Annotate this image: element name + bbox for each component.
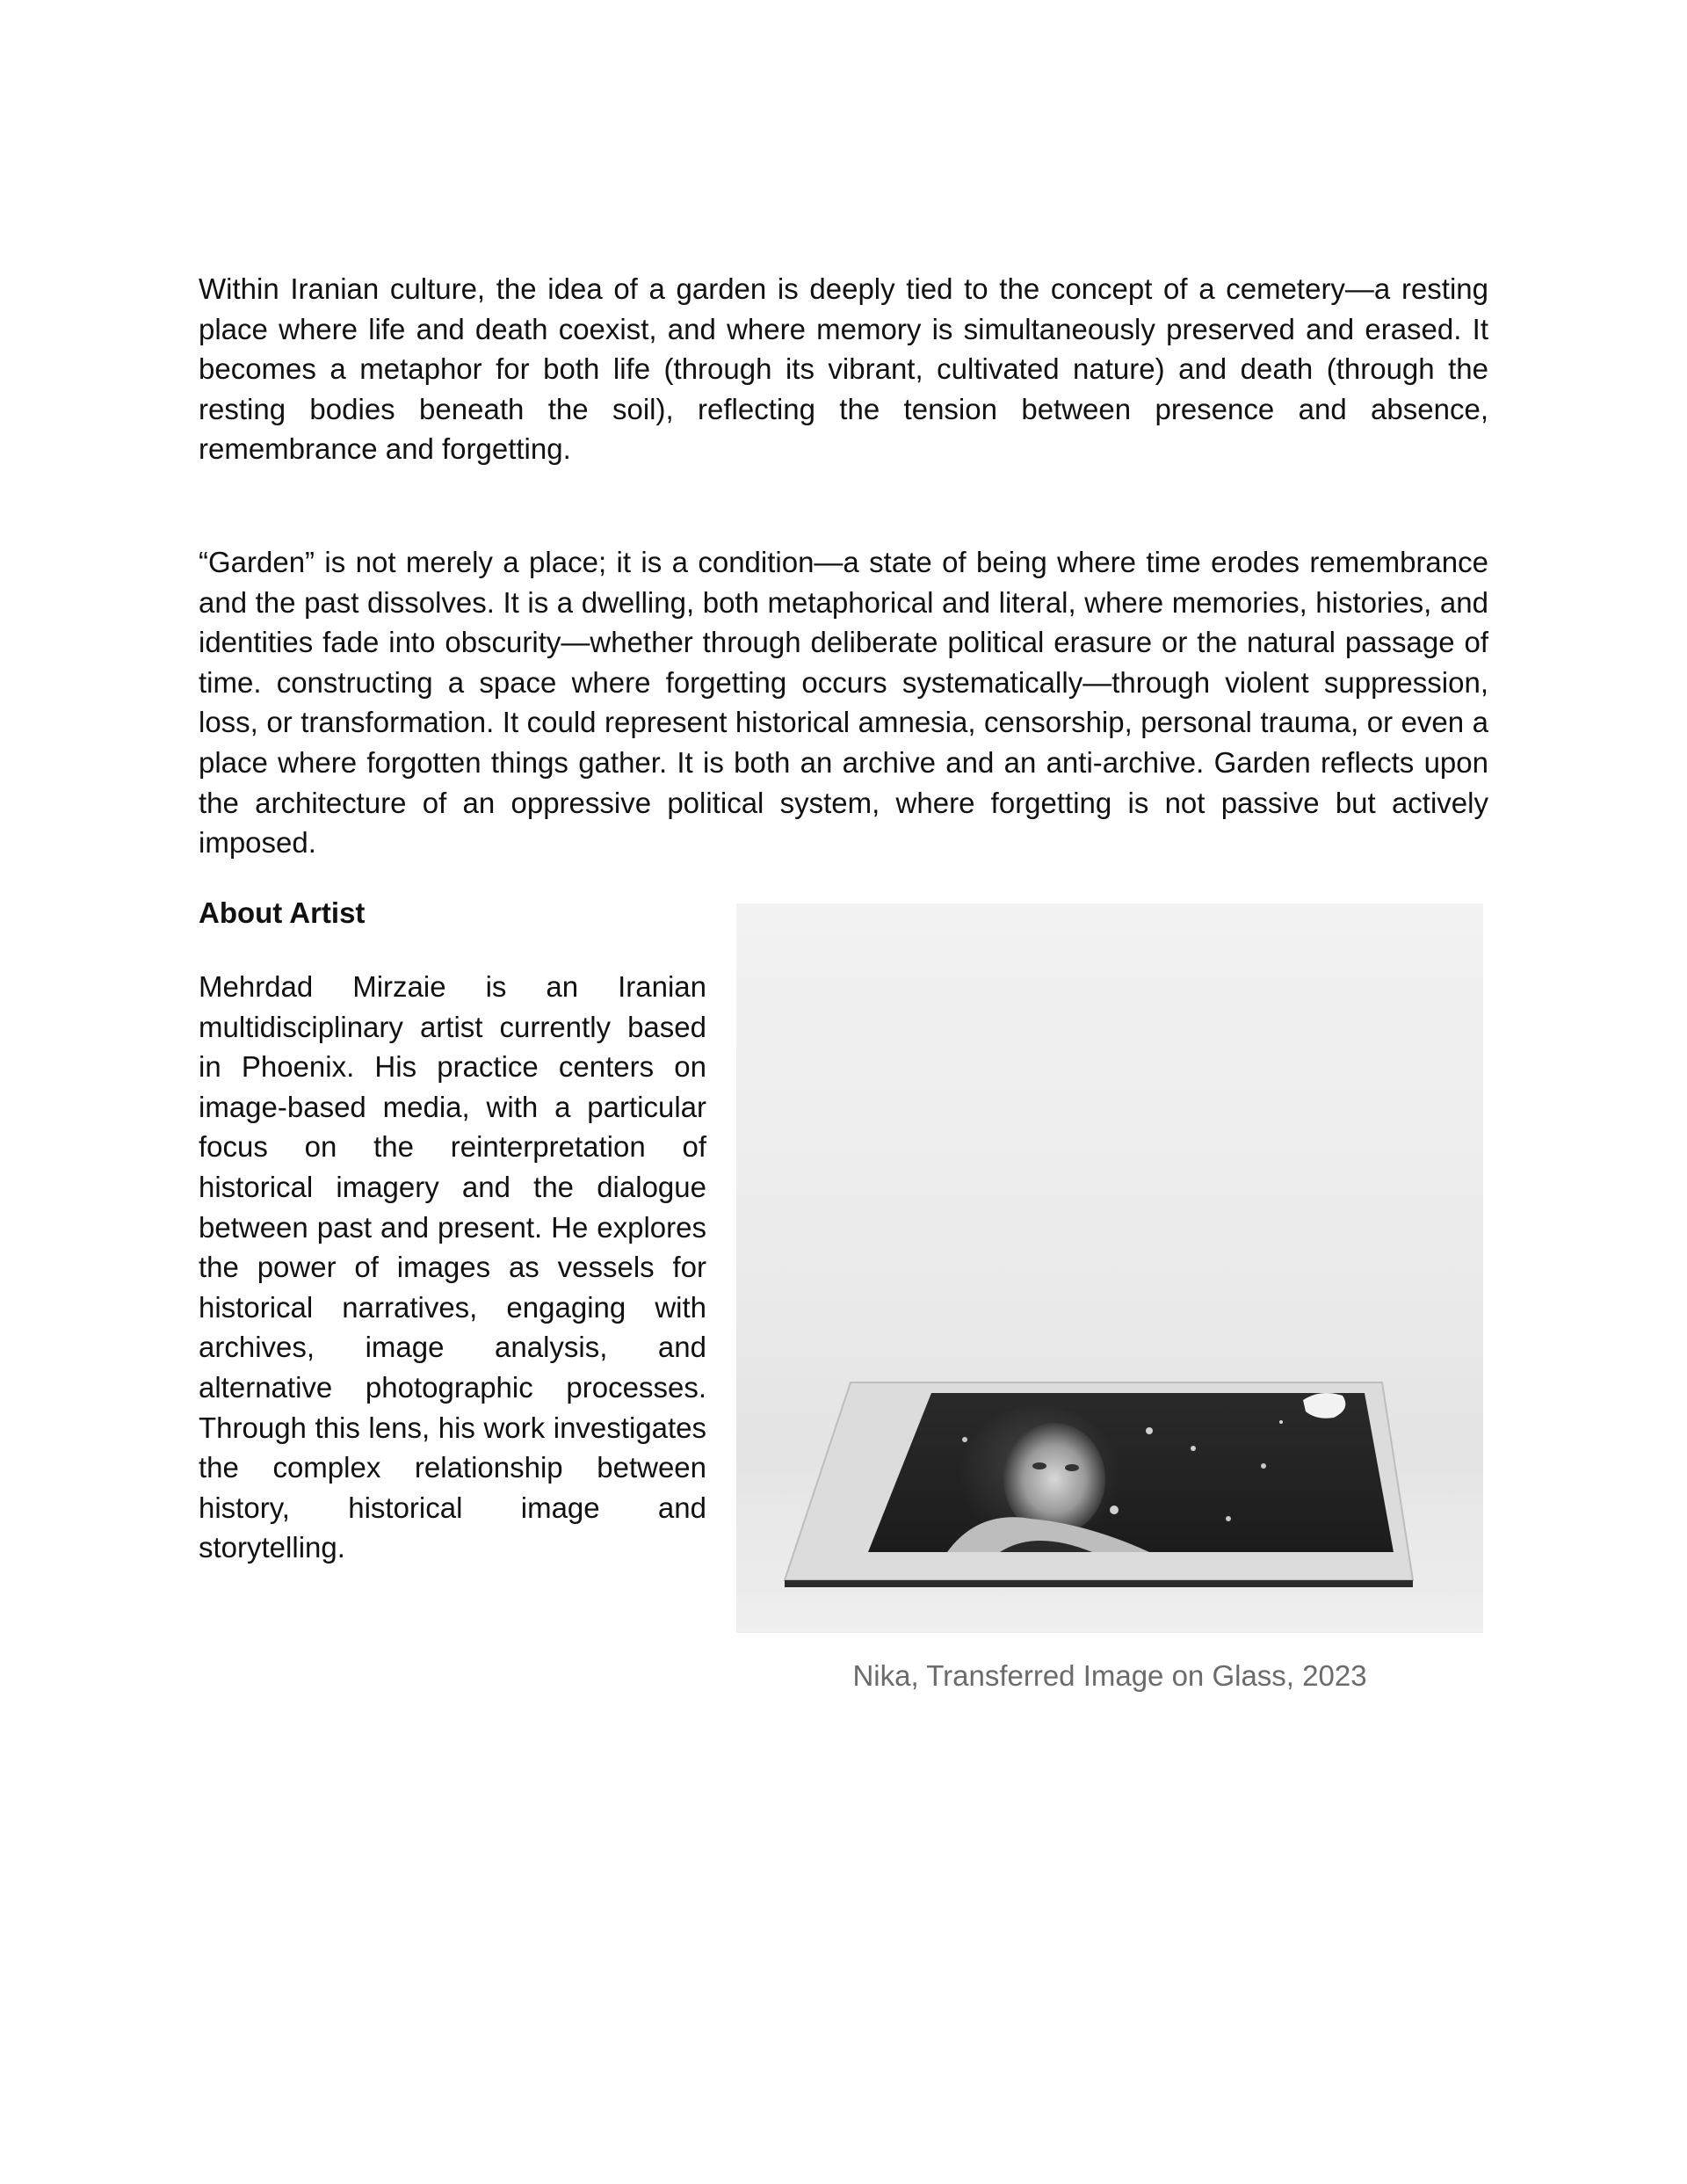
artwork-photo (736, 903, 1483, 1633)
intro-paragraph-1: Within Iranian culture, the idea of a garden is deeply tied to the concept of a cemetery—a resting place where life and death coexist, and where memory is simultaneously preserved and erased. It becomes a metaphor for both life (through its vibrant, cultivated nature) and death (through the resting bodies beneath the soil), reflecting the tension between presence and absence, remembrance and forgetting. (199, 272, 1488, 466)
intro-paragraph-2: “Garden” is not merely a place; it is a condition—a state of being where time erodes remembrance and the past dissolves. It is a dwelling, both metaphorical and literal, where memories, histories, and identities fade into obscurity—whether through deliberate political erasure or the natural passage of time. constructing a space where forgetting occurs systematically—through violent suppression, loss, or transformation. It could represent historical amnesia, censorship, personal trauma, or even a place where forgotten things gather. It is both an archive and an anti-archive. Garden reflects upon the architecture of an oppressive political system, where forgetting is not passive but actively imposed. (199, 546, 1488, 860)
about-artist-heading: About Artist (199, 896, 366, 929)
about-artist-body: Mehrdad Mirzaie is an Iranian multidisciplinary artist currently based in Phoenix. His practice centers on image-based media, with a particular focus on the reinterpretation of historical imagery and the dialogue between past and present. He explores the power of images as vessels for historical narratives, engaging with archives, image analysis, and alternative photographic processes. Through this lens, his work investigates the complex relationship between history, historical image and storytelling. (199, 970, 706, 1564)
artwork-caption: Nika, Transferred Image on Glass, 2023 (852, 1659, 1367, 1692)
